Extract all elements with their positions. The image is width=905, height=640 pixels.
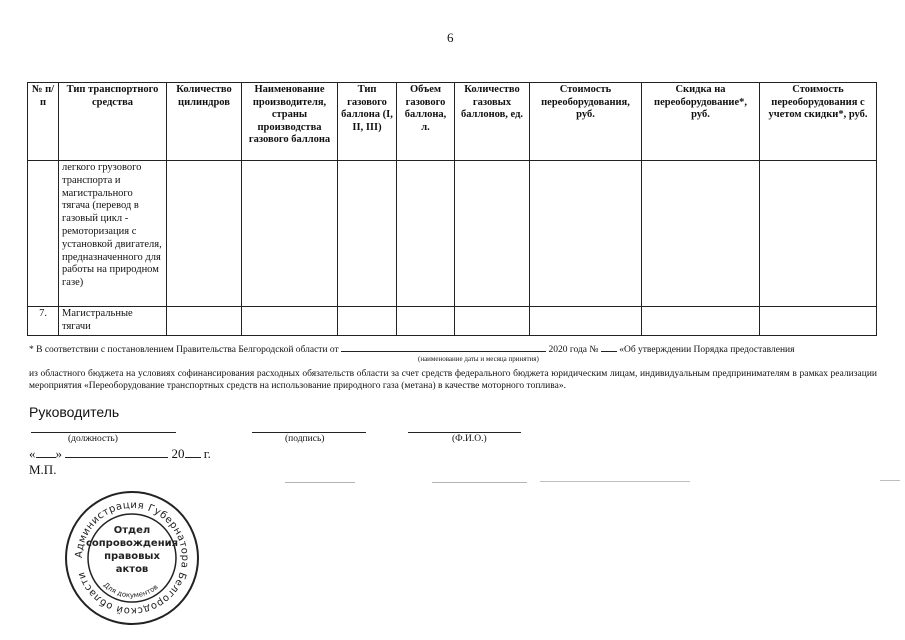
scan-mark bbox=[540, 481, 690, 482]
row-vehicle-type: Магистральные тягачи bbox=[59, 307, 167, 336]
signature-caption: (подпись) bbox=[285, 434, 325, 444]
stamp-line-2: сопровождения bbox=[85, 538, 179, 549]
header-volume: Объем газового баллона, л. bbox=[397, 83, 455, 161]
table-row bbox=[28, 161, 877, 307]
header-num: № п/п bbox=[28, 83, 59, 161]
scan-mark bbox=[285, 482, 355, 483]
row-vehicle-type: легкого грузового транспорта и магистрального тягача (перевод в газовый цикл - ремоторизация с установкой двигателя, предназначенного для работы на природном газе) bbox=[59, 161, 167, 307]
head-label: Руководитель bbox=[29, 404, 120, 420]
header-vehicle-type: Тип транспортного средства bbox=[59, 83, 167, 161]
footnote-start: * В соответствии с постановлением Правительства Белгородской области от bbox=[29, 345, 339, 355]
stamp-seal bbox=[62, 488, 202, 628]
signature-line bbox=[252, 432, 366, 433]
date-line: « » 20 г. bbox=[29, 446, 211, 461]
header-cylinders: Количество цилиндров bbox=[167, 83, 242, 161]
row-num: 7. bbox=[28, 307, 59, 336]
position-line bbox=[31, 432, 176, 433]
header-cost-with-discount: Стоимость переоборудования с учетом скидки*, руб. bbox=[760, 83, 877, 161]
header-cost: Стоимость переоборудования, руб. bbox=[530, 83, 642, 161]
fio-caption: (Ф.И.О.) bbox=[452, 434, 487, 444]
position-caption: (должность) bbox=[68, 434, 118, 444]
table-row bbox=[28, 307, 877, 336]
stamp-bottom-text: Для документов bbox=[101, 580, 160, 600]
scan-mark bbox=[432, 482, 527, 483]
stamp-line-1: Отдел bbox=[113, 525, 151, 536]
fio-line bbox=[408, 432, 521, 433]
row-num bbox=[28, 161, 59, 307]
footnote-year: 2020 года № bbox=[548, 345, 599, 355]
footnote-end: «Об утверждении Порядка предоставления bbox=[619, 345, 795, 355]
scan-mark bbox=[880, 480, 900, 481]
stamp-outer-text: Администрация Губернатора Белгородской области bbox=[73, 499, 191, 617]
stamp-line-4: актов bbox=[115, 564, 149, 575]
header-manufacturer: Наименование производителя, страны производства газового баллона bbox=[242, 83, 338, 161]
page-number: 6 bbox=[447, 30, 454, 45]
header-discount: Скидка на переоборудование*, руб. bbox=[642, 83, 760, 161]
footnote-text: из областного бюджета на условиях софинансирования расходных обязательств области за счет средств федерального бюджета юридическим лицам, индивидуальным предпринимателям в рамках реализации мероприятия «Переоборудование транспортных средств на использование природного газа (метана) в качестве моторного топлива». bbox=[29, 369, 877, 391]
stamp-line-3: правовых bbox=[104, 551, 160, 562]
header-count: Количество газовых баллонов, ед. bbox=[455, 83, 530, 161]
header-cylinder-type: Тип газового баллона (I, II, III) bbox=[338, 83, 397, 161]
date-caption: (наименование даты и месяца принятия) bbox=[418, 355, 539, 363]
conversion-table bbox=[27, 82, 877, 336]
table-header-row bbox=[28, 83, 877, 161]
seal-place-label: М.П. bbox=[29, 462, 57, 477]
